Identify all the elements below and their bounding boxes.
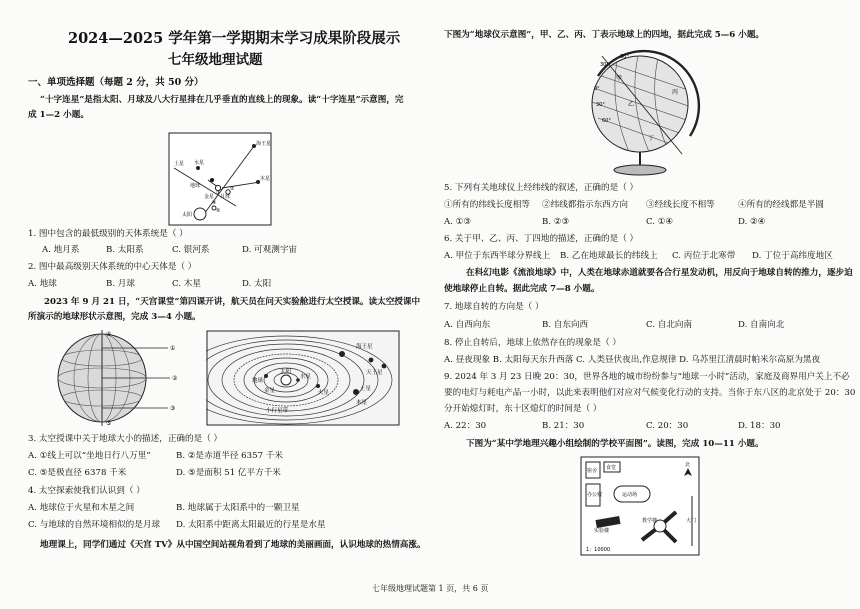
fig1-label-1: ①	[210, 178, 215, 184]
fig2-label-3: ③	[170, 405, 176, 412]
globe-label-30-a: 30°	[600, 62, 609, 68]
q5-statement-1: ①所有的纬线长度相等	[444, 200, 530, 210]
school-plan-map	[580, 456, 700, 556]
q8-options: A. 昼夜现象 B. 太阳每天东升西落 C. 人类昼伏夜出,作息规律 D. 乌苏里江清晨时帕米尔高原为黑夜	[444, 355, 821, 365]
q6-option-a: A. 甲位于东西半球分界线上	[444, 251, 551, 261]
fig1-label-sun: 太阳	[182, 212, 193, 218]
map-label-sports-field: 运动场	[622, 492, 638, 498]
closing-passage: 地理课上，同学们通过《天宫 TV》从中国空间站视角看到了地球的美丽画面，认识地球的热情高涨。	[40, 540, 426, 550]
map-label-lab-building: 实验楼	[594, 528, 610, 534]
question-1: 1. 图中包含的最低级别的天体系统是（ ）	[28, 229, 188, 239]
fig2-label-1: ①	[170, 345, 176, 352]
intro-3: 下图为“地球仪示意图”，甲、乙、丙、丁表示地球上的四地，据此完成 5—6 小题。	[444, 30, 765, 40]
q5-statement-2: ②纬线都指示东西方向	[542, 200, 628, 210]
fig1-label-mercury: 水星	[194, 160, 205, 166]
fig3-label-sun: 太阳	[280, 369, 292, 375]
page-footer: 七年级地理试题第 1 页，共 6 页	[372, 584, 489, 593]
fig1-label-earth: 地球	[190, 183, 201, 189]
fig2-label-4: ④	[106, 331, 112, 338]
question-2: 2. 图中最高级别天体系统的中心天体是（ ）	[28, 262, 197, 272]
map-label-scale: 1：10000	[586, 547, 611, 553]
q4-option-c: C. 与地球的自然环境相似的是月球	[28, 520, 161, 530]
section-heading: 一、单项选择题（每题 2 分，共 50 分）	[28, 77, 204, 88]
globe-label-ding: 丁	[648, 135, 655, 142]
q9-option-a: A. 22：30	[444, 421, 487, 431]
fig3-label-jupiter: 木星	[356, 400, 368, 406]
intro-2-line-1: 2023 年 9 月 21 日，“天宫课堂”第四课开讲，航天员在问天实验舱进行太空授课。读太空授课中	[44, 297, 421, 307]
question-5: 5. 下列有关地球仪上经纬线的叙述，正确的是（ ）	[444, 183, 639, 193]
question-6: 6. 关于甲、乙、丙、丁四地的描述，正确的是（ ）	[444, 234, 639, 244]
fig1-label-saturn: 土星	[174, 161, 185, 167]
fig3-label-mars: 火星	[318, 390, 330, 396]
q9-option-d: D. 18：30	[738, 421, 781, 431]
fig3-label-venus: 金星	[264, 388, 276, 394]
question-9-line-2: 要的电灯与耗电产品一小时，以此来表明他们对应对气候变化行动的支持。当你于东八区的北京处于 20：30	[444, 388, 856, 398]
fig1-label-venus: 金星	[204, 194, 215, 200]
question-7: 7. 地球自转的方向是（ ）	[444, 302, 544, 312]
q3-option-b: B. ②是赤道半径 6357 千米	[176, 451, 283, 461]
q5-option-c: C. ①④	[646, 217, 674, 227]
fig3-label-neptune: 海王星	[356, 344, 373, 350]
q1-option-c: C. 银河系	[172, 245, 210, 255]
q4-option-a: A. 地球位于火星和木星之间	[28, 503, 135, 513]
q3-option-a: A. ①线上可以“坐地日行八万里”	[28, 451, 151, 461]
globe-label-bing: 丙	[672, 89, 679, 96]
globe-label-30-b: 30°	[596, 102, 605, 108]
earth-shape-figure	[52, 328, 182, 426]
q5-statement-3: ③经线长度不相等	[646, 200, 715, 210]
fig1-label-2: ②	[230, 186, 235, 192]
fig2-label-5: ⑤	[106, 420, 112, 426]
map-label-teaching-building: 教学楼	[642, 518, 658, 524]
q1-option-a: A. 地月系	[42, 245, 80, 255]
fig3-label-uranus: 天王星	[366, 370, 383, 376]
q1-option-b: B. 太阳系	[106, 245, 144, 255]
q5-option-d: D. ②④	[738, 217, 766, 227]
q2-option-a: A. 地球	[28, 279, 57, 289]
q7-option-c: C. 自北向南	[646, 320, 693, 330]
intro-1-line-1: “十字连星”是指太阳、月球及八大行星排在几乎垂直的直线上的现象。读“十字连星”示意图，完	[40, 95, 404, 105]
fig1-label-3: ③	[216, 190, 221, 196]
q3-option-d: D. ⑤是面积 51 亿平方千米	[176, 468, 281, 478]
q6-option-b: B. 乙在地球最长的纬线上	[560, 251, 658, 261]
intro-4-line-1: 在科幻电影《流浪地球》中，人类在地球赤道就要各合行星发动机，用反向于地球自转的推力，逐步迫	[466, 268, 853, 278]
fig1-label-moon: 月球	[220, 194, 231, 200]
fig1-label-neptune: 海王星	[256, 141, 272, 147]
q9-option-c: C. 20：30	[646, 421, 689, 431]
q5-option-b: B. ②③	[542, 217, 570, 227]
question-8: 8. 停止自转后，地球上依然存在的现象是（ ）	[444, 338, 621, 348]
globe-label-yi: 乙	[628, 101, 635, 108]
map-label-gate: 大门	[686, 518, 697, 524]
q7-option-b: B. 自东向西	[542, 320, 589, 330]
q6-option-c: C. 丙位于北寒带	[672, 251, 736, 261]
question-9-line-1: 9. 2024 年 3 月 23 日晚 20：30，世界各地的城市纷纷参与“地球一小时”活动，家庭及商界用户关上不必	[444, 372, 850, 382]
q1-option-d: D. 可观测宇宙	[242, 245, 298, 255]
q9-option-b: B. 21：30	[542, 421, 585, 431]
q4-option-b: B. 地球属于太阳系中的一颗卫星	[176, 503, 300, 513]
question-9-line-3: 分开始熄灯时，东十区熄灯的时间是（ ）	[444, 404, 602, 414]
question-4: 4. 太空探索使我们认识到（ ）	[28, 486, 145, 496]
q6-option-d: D. 丁位于高纬度地区	[752, 251, 833, 261]
cross-alignment-figure	[168, 132, 272, 226]
map-label-north: 北	[685, 462, 691, 468]
fig2-label-2: ②	[172, 375, 178, 382]
fig1-label-jupiter: 木星	[260, 176, 271, 182]
intro-4-line-2: 使地球停止自转。据此完成 7—8 小题。	[444, 284, 600, 294]
q4-option-d: D. 太阳系中距离太阳最近的行星是水星	[176, 520, 326, 530]
q5-option-a: A. ①③	[444, 217, 472, 227]
fig3-label-earth: 地球	[252, 378, 264, 384]
globe-label-0: 0°	[594, 86, 600, 92]
map-label-office: 办公楼	[587, 492, 603, 498]
intro-1-line-2: 成 1—2 小题。	[28, 110, 89, 120]
map-label-canteen: 食堂	[606, 465, 617, 471]
q5-statement-4: ④所有的经线都是半圆	[738, 200, 824, 210]
intro-5: 下图为“某中学地理兴趣小组绘制的学校平面图”。读图，完成 10—11 小题。	[466, 439, 764, 449]
q2-option-b: B. 月球	[106, 279, 135, 289]
q7-option-d: D. 自南向北	[738, 320, 785, 330]
exam-subtitle: 七年级地理试题	[168, 52, 263, 68]
fig3-label-asteroid-belt: 小行星带	[266, 408, 289, 414]
globe-label-60-a: 60°	[620, 54, 629, 60]
q2-option-d: D. 太阳	[242, 279, 272, 289]
map-label-dorm: 宿舍	[587, 468, 598, 474]
q2-option-c: C. 木星	[172, 279, 201, 289]
exam-title: 2024—2025 学年第一学期期末学习成果阶段展示	[68, 30, 401, 47]
solar-system-figure	[206, 330, 400, 426]
globe-label-jia: 甲	[616, 75, 623, 82]
globe-label-60-b: 60°	[602, 118, 611, 124]
fig3-label-saturn: 土星	[360, 386, 372, 392]
fig3-label-mercury: 水星	[300, 374, 312, 380]
intro-2-line-2: 所演示的地球形状示意图，完成 3—4 小题。	[28, 312, 201, 322]
fig1-label-4: ④	[212, 200, 217, 206]
q7-option-a: A. 自西向东	[444, 320, 491, 330]
q3-option-c: C. ⑤是极直径 6378 千米	[28, 468, 127, 478]
fig1-label-5: ⑤	[216, 208, 221, 214]
globe-figure	[578, 46, 708, 178]
question-3: 3. 太空授课中关于地球大小的描述，正确的是（ ）	[28, 434, 223, 444]
